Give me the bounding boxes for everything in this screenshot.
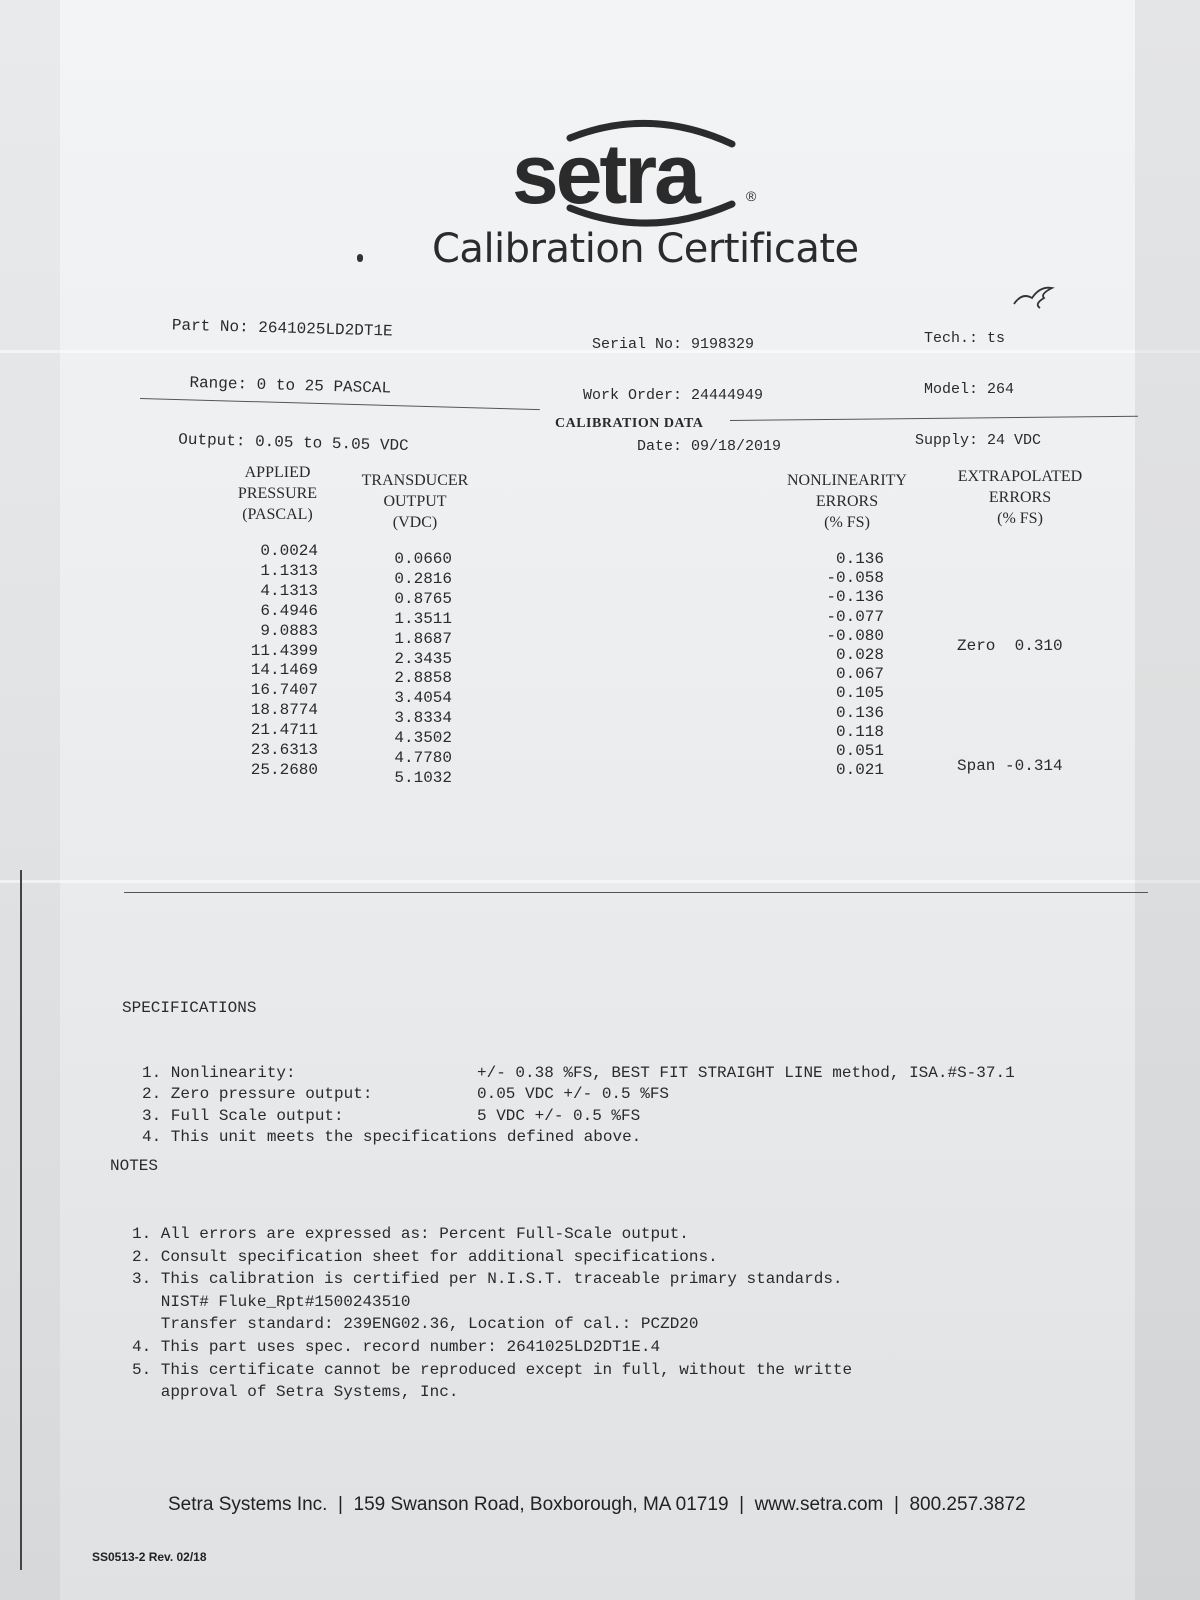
setra-logo xyxy=(500,108,780,238)
applied-pressure-cell: 0.0024 xyxy=(260,542,318,560)
transducer-output-cell: 0.8765 xyxy=(394,589,452,608)
header-line: TRANSDUCER xyxy=(361,472,469,489)
header-line: OUTPUT xyxy=(383,493,447,510)
header-line: EXTRAPOLATED xyxy=(957,468,1083,485)
spec-item xyxy=(142,1084,1015,1106)
nonlinearity-error-cell: 0.105 xyxy=(835,684,884,703)
notes-list xyxy=(110,1223,852,1404)
header-line: (% FS) xyxy=(997,510,1043,527)
note-line: 5. This certificate cannot be reproduced except in full, without the writte xyxy=(132,1360,853,1379)
part-no-value: 2641025LD2DT1E xyxy=(258,318,393,341)
nonlinearity-error-cell: 0.067 xyxy=(835,665,884,684)
notes-section xyxy=(110,1110,852,1449)
applied-pressure-cell: 16.7407 xyxy=(250,681,318,700)
transducer-output-cell: 1.3511 xyxy=(394,609,452,628)
nonlinearity-error-cell: -0.136 xyxy=(826,588,884,607)
transducer-output-cell: 2.3435 xyxy=(394,649,452,668)
spec-label: 4. This unit meets the specifications defined above. xyxy=(142,1128,642,1146)
work-order-value: 24444949 xyxy=(691,387,764,404)
applied-pressure-column xyxy=(228,542,318,781)
span-label: Span xyxy=(957,757,996,775)
header-line: PRESSURE xyxy=(237,485,318,502)
spec-value: +/- 0.38 %FS, BEST FIT STRAIGHT LINE method, ISA.#S-37.1 xyxy=(477,1063,1015,1082)
span-value: -0.314 xyxy=(1005,757,1063,775)
certificate-title: Calibration Certificate xyxy=(432,226,859,272)
header-line: ERRORS xyxy=(988,489,1052,506)
dot-mark xyxy=(357,254,363,262)
note-line: Transfer standard: 239ENG02.36, Location of cal.: PCZD20 xyxy=(132,1315,699,1334)
note-line: 2. Consult specification sheet for additional specifications. xyxy=(132,1247,718,1266)
footer-company: Setra Systems Inc. xyxy=(168,1494,328,1515)
spec-label: 2. Zero pressure output: xyxy=(142,1085,373,1103)
header-line: ERRORS xyxy=(815,493,879,510)
serial-no-value: 9198329 xyxy=(691,336,755,353)
output-label: Output: xyxy=(178,430,246,451)
applied-pressure-cell: 1.1313 xyxy=(260,561,318,580)
header-line: NONLINEARITY xyxy=(787,472,907,489)
transducer-output-cell: 3.4054 xyxy=(394,689,452,708)
nonlinearity-error-cell: 0.136 xyxy=(835,550,884,568)
header-line: (PASCAL) xyxy=(242,506,313,523)
paper-shadow-left xyxy=(0,0,60,1600)
range-value: 0 to 25 PASCAL xyxy=(256,375,392,398)
applied-pressure-cell: 18.8774 xyxy=(250,701,318,720)
transducer-output-cell: 0.0660 xyxy=(394,550,452,568)
company-footer: Setra Systems Inc. | 159 Swanson Road, Boxborough, MA 01719 | www.setra.com | 800.257.3872 xyxy=(168,1494,1026,1515)
applied-pressure-header xyxy=(220,462,335,525)
transducer-output-header xyxy=(350,470,480,533)
spec-label: 3. Full Scale output: xyxy=(142,1106,344,1125)
nonlinearity-error-cell: -0.077 xyxy=(826,607,884,626)
tech-value: ts xyxy=(987,330,1006,347)
tech-label: Tech.: xyxy=(923,330,978,347)
paper-edge-line xyxy=(20,870,22,1570)
note-line: 3. This calibration is certified per N.I.S.T. traceable primary standards. xyxy=(132,1270,843,1289)
spec-label: 1. Nonlinearity: xyxy=(142,1063,296,1082)
transducer-output-cell: 0.2816 xyxy=(394,569,452,588)
form-revision: SS0513-2 Rev. 02/18 xyxy=(92,1550,207,1564)
specifications-title: SPECIFICATIONS xyxy=(122,999,257,1017)
notes-title: NOTES xyxy=(110,1157,159,1176)
transducer-output-cell: 3.8334 xyxy=(394,709,452,728)
transducer-output-cell: 1.8687 xyxy=(394,629,452,648)
part-no-label: Part No: xyxy=(171,316,249,337)
output-value: 0.05 to 5.05 VDC xyxy=(254,432,409,456)
applied-pressure-cell: 4.1313 xyxy=(260,581,318,600)
nonlinearity-error-cell: 0.118 xyxy=(835,722,884,741)
transducer-output-cell: 4.7780 xyxy=(394,749,452,768)
logo-text: setra xyxy=(512,127,698,221)
spec-item xyxy=(142,1063,1015,1085)
nonlinearity-error-cell: 0.028 xyxy=(835,646,884,665)
nonlinearity-error-cell: 0.136 xyxy=(835,703,884,722)
zero-value: 0.310 xyxy=(1014,637,1063,655)
serial-no-label: Serial No: xyxy=(591,336,682,353)
model-value: 264 xyxy=(987,381,1015,398)
note-line: NIST# Fluke_Rpt#1500243510 xyxy=(132,1292,411,1311)
calibration-data-title: CALIBRATION DATA xyxy=(555,416,704,431)
applied-pressure-cell: 6.4946 xyxy=(260,601,318,620)
transducer-output-cell: 5.1032 xyxy=(394,768,452,787)
order-info xyxy=(570,302,781,489)
tech-initials-signature xyxy=(1010,282,1060,312)
header-line: APPLIED xyxy=(244,464,311,481)
applied-pressure-cell: 14.1469 xyxy=(250,661,318,680)
extrapolated-errors-values xyxy=(957,546,1063,866)
note-line: approval of Setra Systems, Inc. xyxy=(132,1383,459,1402)
transducer-output-cell: 4.3502 xyxy=(394,729,452,748)
applied-pressure-cell: 21.4711 xyxy=(250,721,318,740)
nonlinearity-errors-column xyxy=(800,550,884,780)
section-rule xyxy=(124,892,1148,893)
applied-pressure-cell: 9.0883 xyxy=(260,621,318,640)
supply-value: 24 VDC xyxy=(987,432,1042,449)
nonlinearity-error-cell: 0.021 xyxy=(835,761,884,780)
registered-mark: ® xyxy=(746,188,757,204)
tech-info xyxy=(898,296,1041,483)
note-line: 4. This part uses spec. record number: 2641025LD2DT1E.4 xyxy=(132,1337,661,1356)
nonlinearity-error-cell: 0.051 xyxy=(835,742,884,761)
header-line: (VDC) xyxy=(392,514,438,531)
extrapolated-errors-header xyxy=(945,466,1095,529)
applied-pressure-cell: 23.6313 xyxy=(250,741,318,760)
note-line: 1. All errors are expressed as: Percent Full-Scale output. xyxy=(132,1224,689,1243)
header-line: (% FS) xyxy=(824,514,870,531)
nonlinearity-error-cell: -0.080 xyxy=(826,626,884,645)
fold-crease xyxy=(0,880,1200,883)
nonlinearity-error-cell: -0.058 xyxy=(826,569,884,588)
applied-pressure-cell: 11.4399 xyxy=(250,641,318,660)
footer-phone: 800.257.3872 xyxy=(909,1494,1026,1515)
applied-pressure-cell: 25.2680 xyxy=(250,760,318,779)
date-value: 09/18/2019 xyxy=(691,438,782,455)
supply-label: Supply: xyxy=(914,432,978,449)
footer-address: 159 Swanson Road, Boxborough, MA 01719 xyxy=(353,1494,729,1515)
nonlinearity-errors-header xyxy=(772,470,922,533)
model-label: Model: xyxy=(923,381,978,398)
work-order-label: Work Order: xyxy=(582,387,682,404)
zero-label: Zero xyxy=(957,637,996,655)
transducer-output-cell: 2.8858 xyxy=(394,669,452,688)
spec-value: 0.05 VDC +/- 0.5 %FS xyxy=(477,1085,670,1103)
transducer-output-column xyxy=(380,550,452,789)
date-label: Date: xyxy=(636,438,682,455)
footer-website: www.setra.com xyxy=(754,1494,884,1515)
range-label: Range: xyxy=(189,373,248,394)
spec-value: 5 VDC +/- 0.5 %FS xyxy=(477,1106,641,1125)
paper-shadow-right xyxy=(1135,0,1200,1600)
